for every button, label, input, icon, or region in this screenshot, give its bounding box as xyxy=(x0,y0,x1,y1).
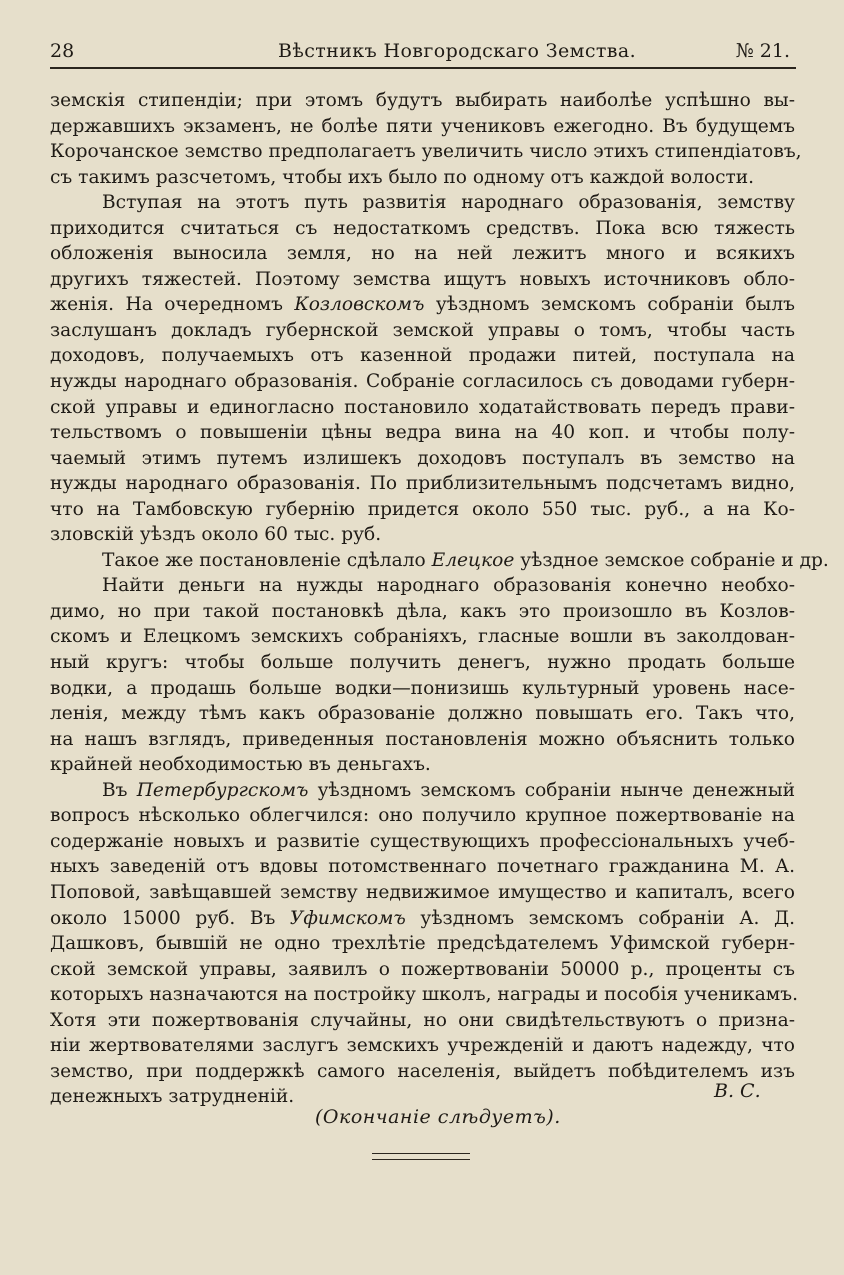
header-rule xyxy=(50,67,796,69)
text-line: что на Тамбовскую губернію придется около 550 тыс. руб., а на Ко- xyxy=(50,498,795,520)
text-line: Такое же постановленіе сдѣлало Елецкое уѣздное земское собраніе и др. xyxy=(102,549,829,571)
text-line: Корочанское земство предполагаетъ увеличить число этихъ стипендіатовъ, xyxy=(50,141,802,163)
text-line: Поповой, завѣщавшей земству недвижимое имущество и капиталъ, всего xyxy=(50,881,795,903)
text-line: которыхъ назначаются на постройку школъ, награды и пособія ученикамъ. xyxy=(50,984,799,1006)
text-line: съ такимъ разсчетомъ, чтобы ихъ было по одному отъ каждой волости. xyxy=(50,166,755,188)
text-line: Вступая на этотъ путь развитія народнаго образованія, земству xyxy=(102,192,795,214)
text-line: содержаніе новыхъ и развитіе существующихъ профессіональныхъ учеб- xyxy=(50,830,795,852)
page-number: 28 xyxy=(50,40,75,62)
text-line: водки, а продашь больше водки—понизишь культурный уровень насе- xyxy=(50,677,795,699)
text-line: около 15000 руб. Въ Уфимскомъ уѣздномъ земскомъ собраніи А. Д. xyxy=(50,907,795,929)
text-line: скомъ и Елецкомъ земскихъ собраніяхъ, гласные вошли въ заколдован- xyxy=(50,626,795,648)
text-line: ный кругъ: чтобы больше получить денегъ, нужно продать больше xyxy=(50,652,795,674)
paragraph xyxy=(50,88,802,190)
issue-number: № 21. xyxy=(735,40,790,62)
article-body xyxy=(50,88,829,1110)
text-line: нужды народнаго образованія. По приблизительнымъ подсчетамъ видно, xyxy=(50,473,795,495)
text-line: ской управы и единогласно постановило ходатайствовать передъ прави- xyxy=(50,396,795,418)
text-line: Хотя эти пожертвованія случайны, но они свидѣтельствуютъ о призна- xyxy=(50,1009,795,1031)
text-line: земскія стипендіи; при этомъ будутъ выбирать наиболѣе успѣшно вы- xyxy=(50,90,795,111)
text-line: женія. На очередномъ Козловскомъ уѣздномъ земскомъ собраніи былъ xyxy=(50,294,795,316)
text-line: Найти деньги на нужды народнаго образованія конечно необхо- xyxy=(102,575,795,597)
text-line: Дашковъ, бывшій не одно трехлѣтіе предсѣдателемъ Уфимской губерн- xyxy=(50,933,795,955)
author-signature: В. С. xyxy=(714,1080,761,1102)
paragraph xyxy=(50,548,829,574)
text-line: ныхъ заведеній отъ вдовы потомственнаго почетнаго гражданина М. А. xyxy=(50,856,795,878)
text-line: приходится считаться съ недостаткомъ средствъ. Пока всю тяжесть xyxy=(50,217,795,239)
text-line: тельствомъ о повышеніи цѣны ведра вина на 40 коп. и чтобы полу- xyxy=(50,422,795,444)
text-line: Въ Петербургскомъ уѣздномъ земскомъ собраніи нынче денежный xyxy=(102,779,796,801)
text-line: обложенія выносила земля, но на ней лежитъ много и всякихъ xyxy=(50,243,795,265)
text-line: на нашъ взглядъ, приведенныя постановленія можно объяснить только xyxy=(50,728,795,750)
text-line: крайней необходимостью въ деньгахъ. xyxy=(50,754,431,776)
text-line: зловскій уѣздъ около 60 тыс. руб. xyxy=(50,524,382,546)
text-line: чаемый этимъ путемъ излишекъ доходовъ поступалъ въ земство на xyxy=(50,447,795,469)
text-line: ленія, между тѣмъ какъ образованіе должно повышать его. Такъ что, xyxy=(50,703,795,725)
text-line: ской земской управы, заявилъ о пожертвованіи 50000 р., проценты съ xyxy=(50,958,795,980)
continued-note: (Окончаніе слѣдуетъ). xyxy=(315,1106,561,1128)
running-header xyxy=(50,36,796,66)
text-line: димо, но при такой постановкѣ дѣла, какъ это произошло въ Козлов- xyxy=(50,600,795,622)
text-line: державшихъ экзаменъ, не болѣе пяти учениковъ ежегодно. Въ будущемъ xyxy=(50,115,795,137)
paragraph xyxy=(50,778,799,1110)
text-line: вопросъ нѣсколько облегчился: оно получило крупное пожертвованіе на xyxy=(50,805,795,827)
paragraph xyxy=(50,573,795,777)
text-line: ніи жертвователями заслугъ земскихъ учрежденій и даютъ надежду, что xyxy=(50,1035,795,1057)
end-rule xyxy=(372,1153,470,1160)
text-line: земство, при поддержкѣ самого населенія, выйдетъ побѣдителемъ изъ xyxy=(50,1060,795,1082)
text-line: нужды народнаго образованія. Собраніе согласилось съ доводами губерн- xyxy=(50,371,795,393)
text-line: денежныхъ затрудненій. xyxy=(50,1086,295,1108)
text-line: заслушанъ докладъ губернской земской управы о томъ, чтобы часть xyxy=(50,319,795,341)
journal-title: Вѣстникъ Новгородскаго Земства. xyxy=(278,40,637,62)
text-line: другихъ тяжестей. Поэтому земства ищутъ новыхъ источниковъ обло- xyxy=(50,268,795,290)
text-line: доходовъ, получаемыхъ отъ казенной продажи питей, поступала на xyxy=(50,345,795,367)
paragraph xyxy=(50,190,795,548)
